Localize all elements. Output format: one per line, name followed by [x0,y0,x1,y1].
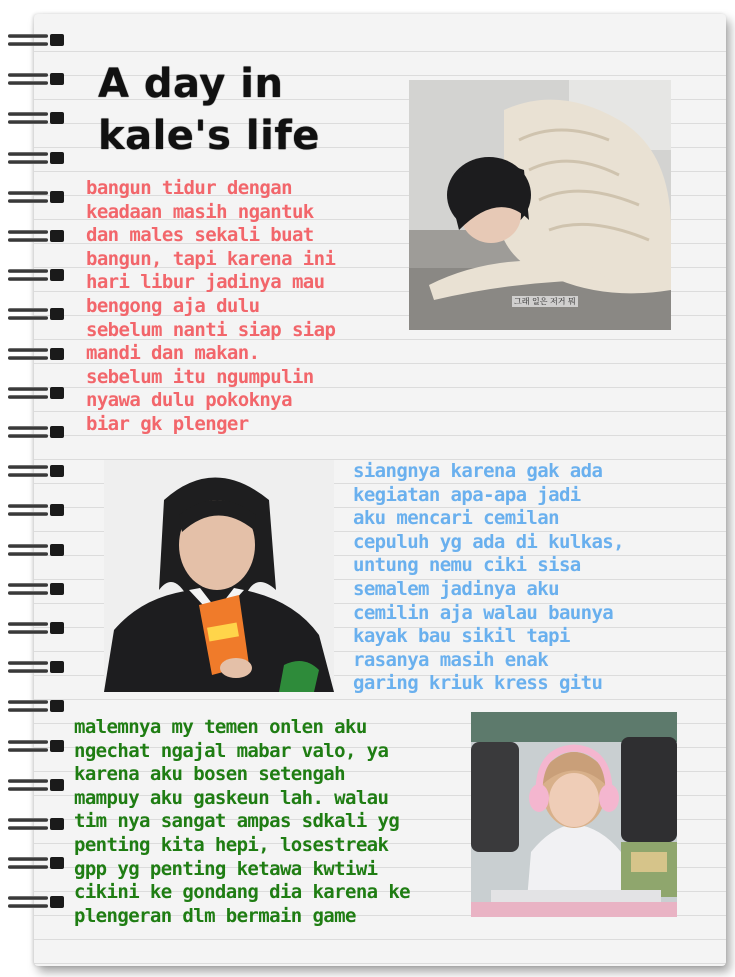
entry-night [74,716,410,928]
title-line-1: A day in [98,61,284,107]
entry-line: aku mencari cemilan [353,507,559,530]
spiral-ring-icon [8,73,64,85]
photo-gaming [471,712,677,917]
entry-line: keadaan masih ngantuk [86,200,314,223]
spiral-ring-icon [8,504,64,516]
spiral-ring-icon [8,583,64,595]
spiral-ring-icon [8,269,64,281]
entry-line: nyawa dulu pokoknya [86,389,292,412]
entry-line: dan males sekali buat [86,224,314,247]
spiral-ring-icon [8,622,64,634]
entry-line: kayak bau sikil tapi [353,625,570,648]
entry-line: ngechat ngajal mabar valo, ya [74,739,389,762]
entry-line: tim nya sangat ampas sdkali yg [74,810,400,833]
entry-afternoon [353,460,624,696]
spiral-ring-icon [8,544,64,556]
photo-holding-snack [104,460,334,692]
spiral-ring-icon [8,857,64,869]
entry-line: sebelum nanti siap siap [86,318,336,341]
entry-morning [86,177,335,437]
spiral-ring-icon [8,896,64,908]
spiral-ring-icon [8,348,64,360]
spiral-ring-icon [8,740,64,752]
photo-gaming-illustration [471,712,677,917]
entry-line: bengong aja dulu [86,294,260,317]
title-line-2: kale's life [98,113,320,159]
spiral-ring-icon [8,818,64,830]
spiral-ring-icon [8,230,64,242]
entry-line: biar gk plenger [86,412,249,435]
spiral-ring-icon [8,387,64,399]
spiral-ring-icon [8,308,64,320]
spiral-ring-icon [8,152,64,164]
entry-line: gpp yg penting ketawa kwtiwi [74,857,378,880]
entry-line: bangun, tapi karena ini [86,247,336,270]
photo-lying-on-sofa [409,80,671,330]
entry-line: mandi dan makan. [86,342,260,365]
entry-line: garing kriuk kress gitu [353,672,603,695]
entry-line: rasanya masih enak [353,648,549,671]
entry-line: malemnya my temen onlen aku [74,716,367,738]
spiral-ring-icon [8,779,64,791]
entry-line: hari libur jadinya mau [86,271,325,294]
spiral-ring-icon [8,661,64,673]
entry-line: kegiatan apa-apa jadi [353,483,581,506]
entry-line: bangun tidur dengan [86,177,292,199]
photo-snack-illustration [104,460,334,692]
entry-line: cikini ke gondang dia karena ke [74,881,411,904]
entry-line: siangnya karena gak ada [353,460,603,482]
entry-line: karena aku bosen setengah [74,763,345,786]
spiral-ring-icon [8,700,64,712]
spiral-ring-icon [8,112,64,124]
entry-line: untung nemu ciki sisa [353,554,581,577]
entry-line: semalem jadinya aku [353,577,559,600]
entry-line: cepuluh yg ada di kulkas, [353,530,624,553]
spiral-ring-icon [8,426,64,438]
photo-caption: 그래 일은 저거 뭐 [514,297,576,306]
spiral-ring-icon [8,465,64,477]
spiral-ring-icon [8,191,64,203]
spiral-ring-icon [8,34,64,46]
photo-lying-illustration [409,80,671,330]
entry-line: plengeran dlm bermain game [74,904,356,927]
entry-line: penting kita hepi, losestreak [74,833,389,856]
entry-line: sebelum itu ngumpulin [86,365,314,388]
entry-line: cemilin aja walau baunya [353,601,614,624]
page-title [98,58,418,162]
entry-line: mampuy aku gaskeun lah. walau [74,786,389,809]
